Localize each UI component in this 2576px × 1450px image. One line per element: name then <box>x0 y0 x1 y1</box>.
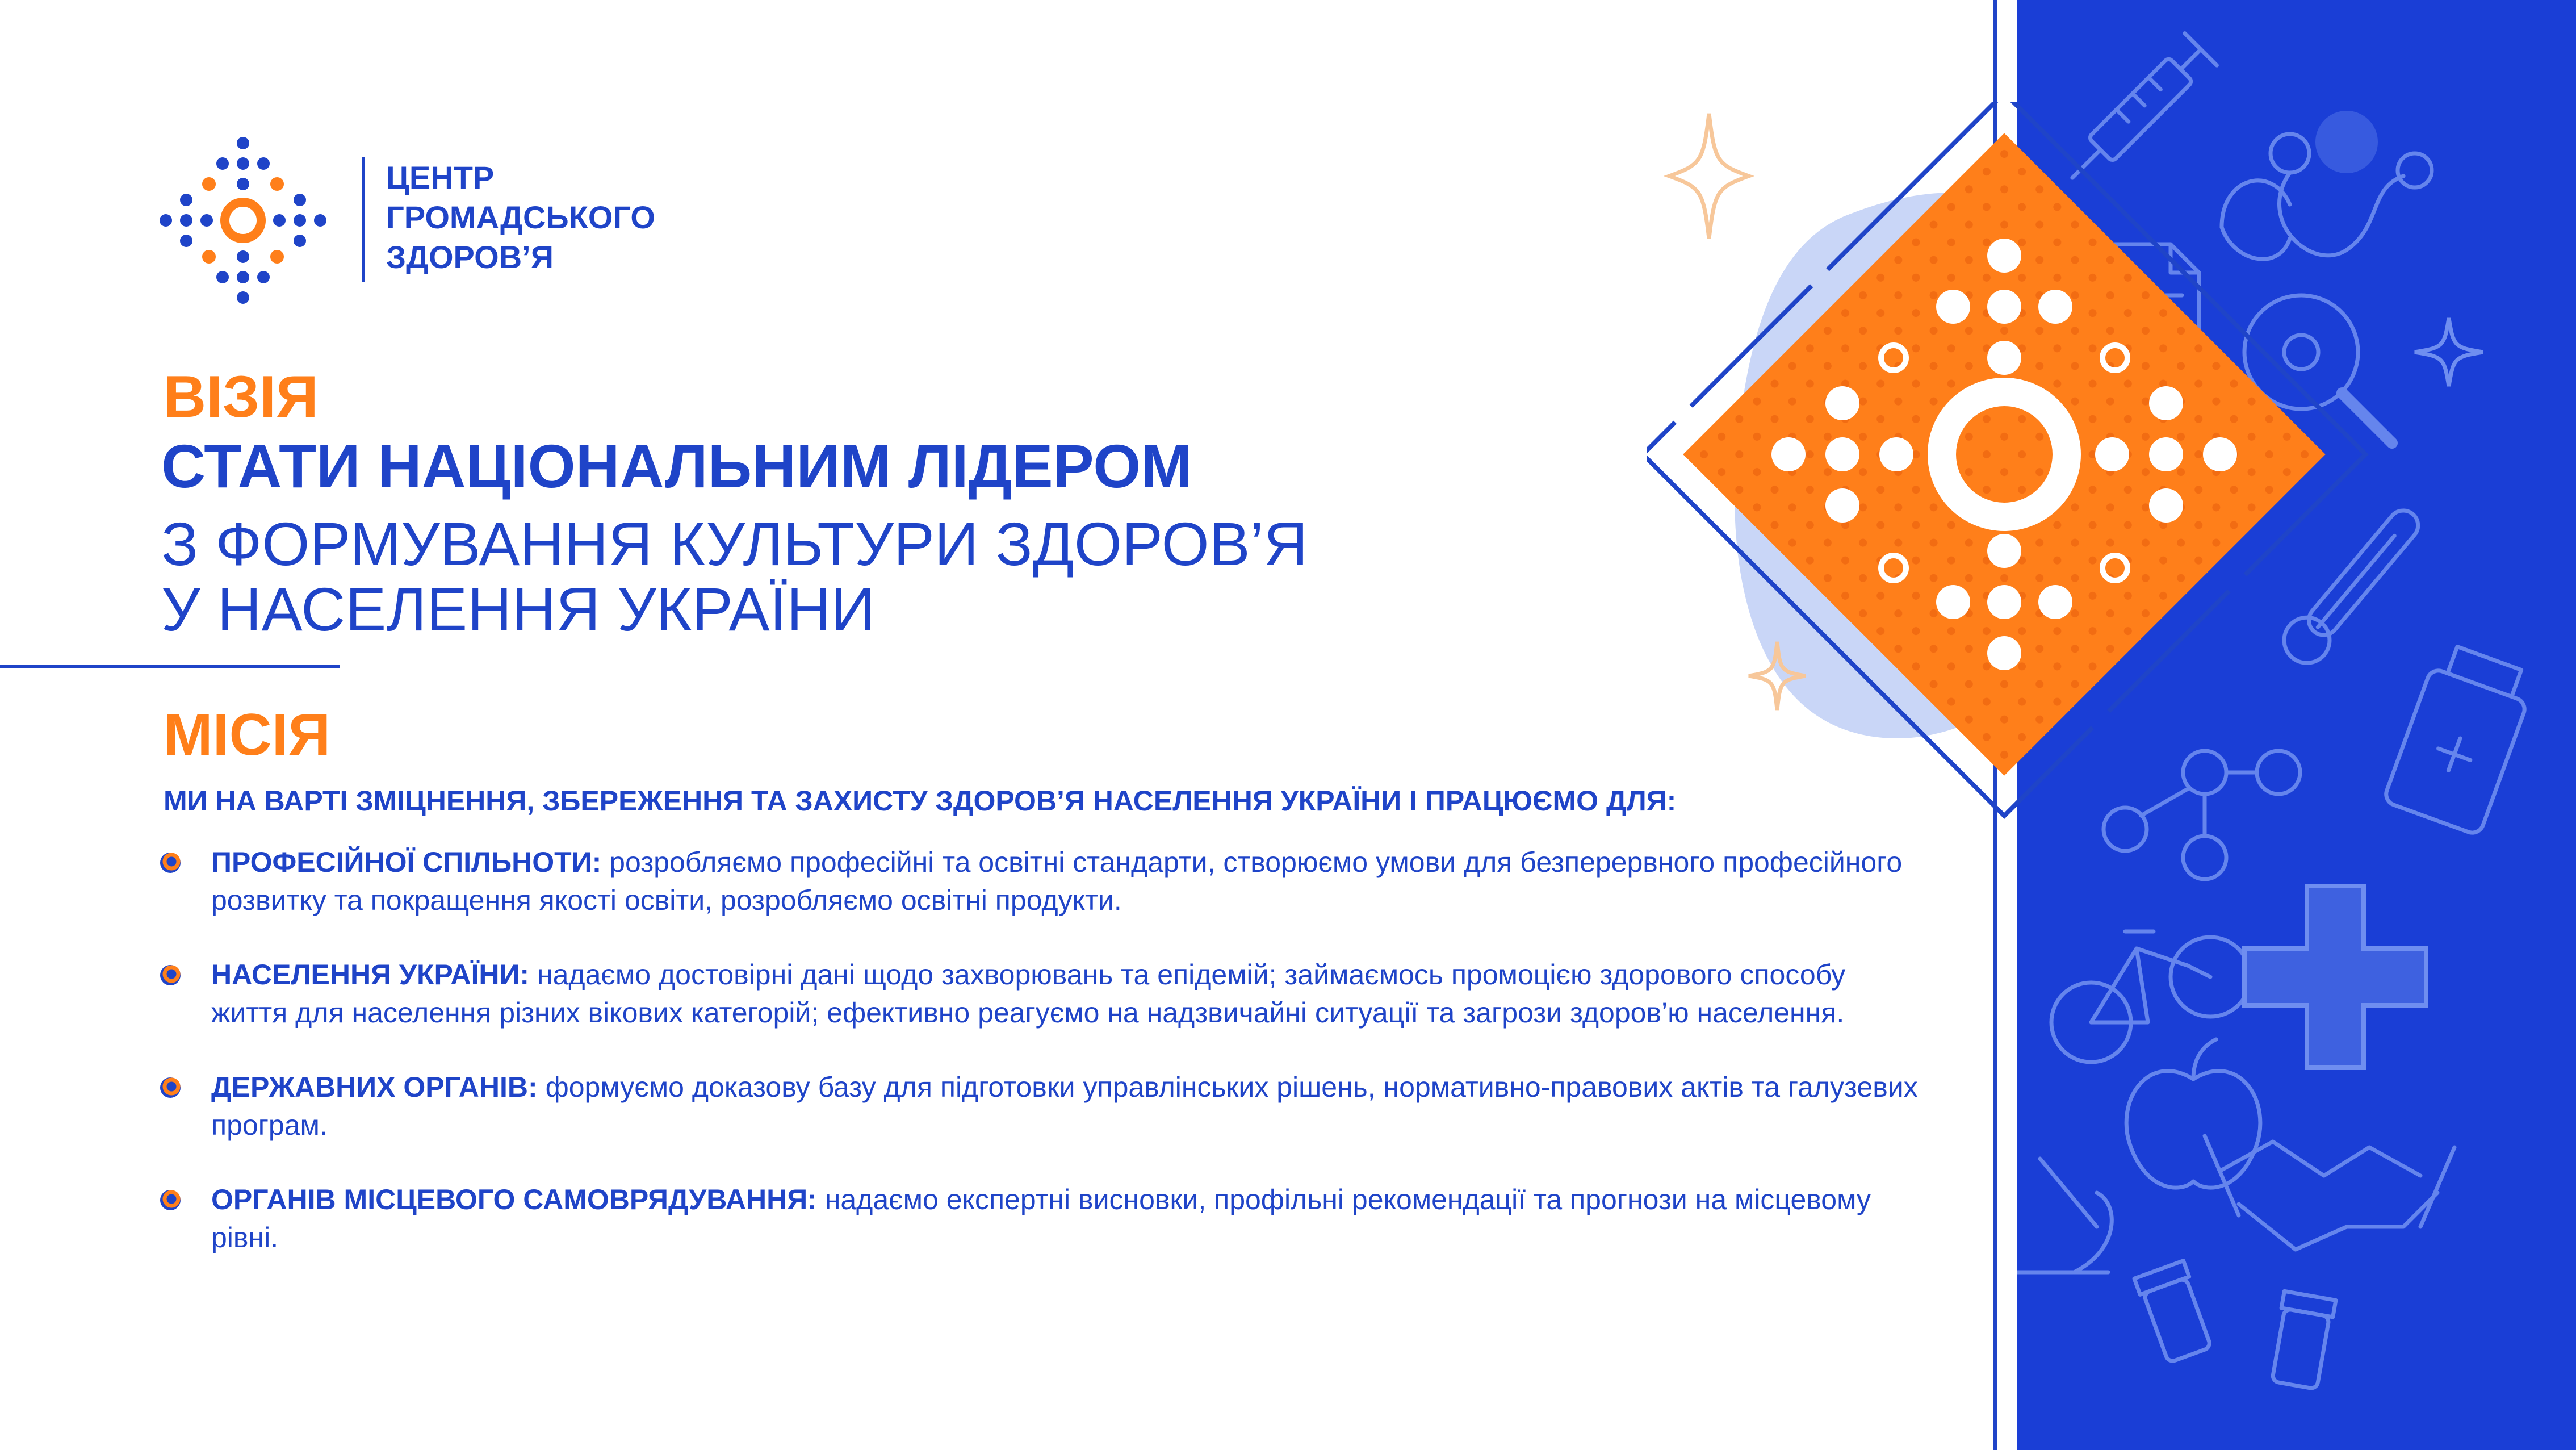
item-text: надаємо достовірні дані щодо захворювань та епідемій; займаємось промоцією здорового способу життя для населення різних вікових категорій; ефективно реагуємо на надзвичайні ситуації та загрози здоров’ю населення. <box>211 959 1846 1029</box>
microscope-icon <box>2017 1159 2112 1272</box>
item-text: надаємо експертні висновки, профільні рекомендації та прогнози на місцевому рівні. <box>211 1184 1871 1253</box>
logo-line: ЗДОРОВ’Я <box>386 239 554 275</box>
pill-bottle-icon <box>2134 1261 2214 1364</box>
apple-icon <box>2126 1039 2260 1188</box>
list-item <box>158 1068 1929 1144</box>
medical-cross-icon <box>2244 886 2426 1068</box>
mission-list <box>158 843 1929 1293</box>
section-divider <box>0 665 340 668</box>
bullet-icon <box>158 849 184 875</box>
emblem-icon <box>1647 102 2385 841</box>
pill-bottle-icon <box>2269 1291 2336 1390</box>
vision-statement: У НАСЕЛЕННЯ УКРАЇНИ <box>161 575 876 643</box>
mission-intro: МИ НА ВАРТІ ЗМІЦНЕННЯ, ЗБЕРЕЖЕННЯ ТА ЗАХИСТУ ЗДОРОВ’Я НАСЕЛЕННЯ УКРАЇНИ І ПРАЦЮЄМО ДЛЯ: <box>164 785 1677 817</box>
bullet-icon <box>158 962 184 988</box>
logo-line: ЦЕНТР <box>386 160 495 195</box>
item-title: ОРГАНІВ МІСЦЕВОГО САМОВРЯДУВАННЯ: <box>211 1184 817 1215</box>
item-title: ДЕРЖАВНИХ ОРГАНІВ: <box>211 1071 538 1103</box>
handshake-icon <box>2205 1136 2454 1250</box>
bullet-icon <box>158 1074 184 1100</box>
list-item <box>158 1181 1929 1257</box>
logo-divider <box>362 157 365 282</box>
item-title: ПРОФЕСІЙНОЇ СПІЛЬНОТИ: <box>211 846 602 878</box>
vision-heading: ВІЗІЯ <box>164 364 319 430</box>
sparkle-icon <box>2415 318 2483 386</box>
item-text: розробляємо професійні та освітні стандарти, створюємо умови для безперервного професійного розвитку та покращення якості освіти, розробляємо освітні продукти. <box>211 846 1903 916</box>
vision-statement-bold: СТАТИ НАЦІОНАЛЬНИМ ЛІДЕРОМ <box>161 432 1192 500</box>
logo-icon <box>158 135 328 306</box>
sparkle-icon <box>1746 639 1808 713</box>
medicine-bottle-icon <box>2383 641 2537 835</box>
logo-wordmark <box>386 158 655 277</box>
bullet-icon <box>158 1186 184 1213</box>
sparkle-icon <box>1664 108 1754 244</box>
logo-line: ГРОМАДСЬКОГО <box>386 199 655 235</box>
list-item <box>158 843 1929 920</box>
bicycle-icon <box>2051 931 2250 1062</box>
item-title: НАСЕЛЕННЯ УКРАЇНИ: <box>211 959 530 991</box>
list-item <box>158 956 1929 1032</box>
item-text: формуємо доказову базу для підготовки управлінських рішень, нормативно-правових актів та галузевих програм. <box>211 1071 1918 1141</box>
vision-statement: З ФОРМУВАННЯ КУЛЬТУРИ ЗДОРОВ’Я <box>161 509 1308 578</box>
mission-heading: МІСІЯ <box>164 702 331 768</box>
